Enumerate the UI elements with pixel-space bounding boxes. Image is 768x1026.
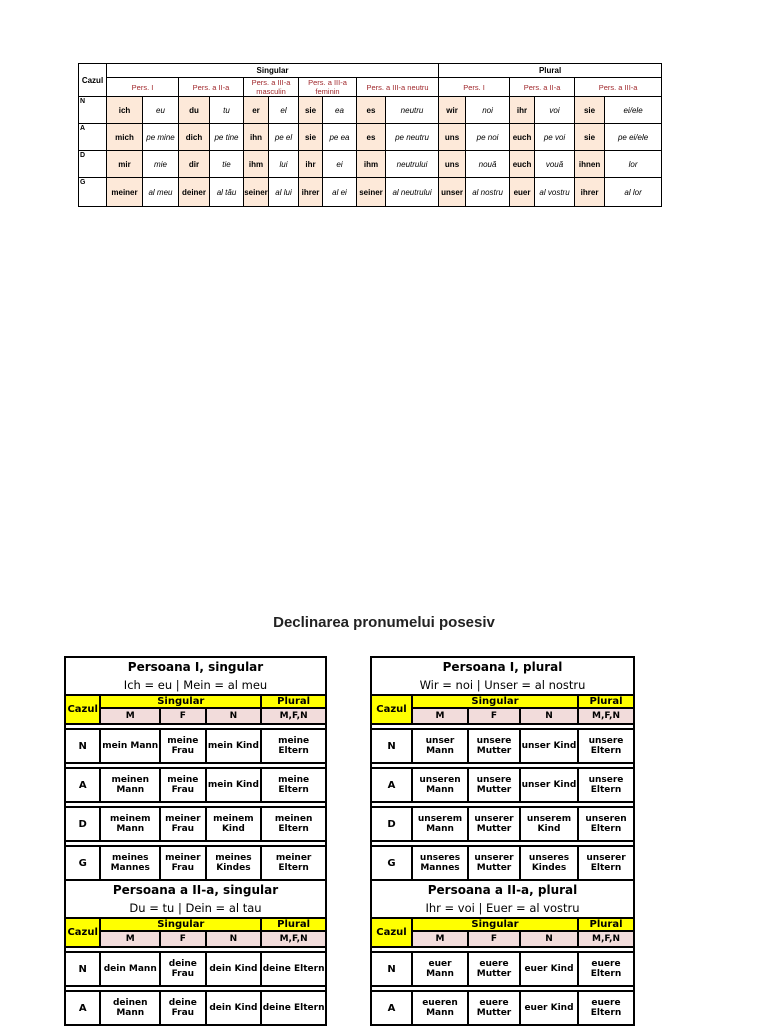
romanian-translation: voi	[535, 97, 575, 124]
declension-cell: mein Mann	[100, 729, 160, 763]
german-pronoun: ihm	[357, 151, 386, 178]
cazul-header: Cazul	[65, 695, 100, 724]
german-pronoun: ihr	[299, 151, 323, 178]
romanian-translation: mie	[143, 151, 179, 178]
german-pronoun: mich	[107, 124, 143, 151]
romanian-translation: noi	[466, 97, 510, 124]
romanian-translation: lui	[269, 151, 299, 178]
declension-cell: meiner Frau	[160, 807, 206, 841]
romanian-translation: ea	[323, 97, 357, 124]
german-pronoun: ihrer	[299, 178, 323, 207]
section-subtitle: Wir = noi | Unser = al nostru	[371, 676, 634, 695]
pronoun-row	[79, 178, 662, 207]
german-pronoun: es	[357, 124, 386, 151]
romanian-translation: vouă	[535, 151, 575, 178]
german-pronoun: uns	[439, 124, 466, 151]
declension-cell: euere Mutter	[468, 991, 520, 1025]
german-pronoun: dich	[179, 124, 210, 151]
german-pronoun: ihrer	[575, 178, 605, 207]
romanian-translation: neutru	[386, 97, 439, 124]
declension-cell: unser Mann	[412, 729, 468, 763]
pronoun-rows	[79, 97, 662, 207]
case-label: G	[371, 846, 412, 880]
gender-header: F	[468, 931, 520, 947]
declension-cell: meiner Eltern	[261, 846, 326, 880]
german-pronoun: wir	[439, 97, 466, 124]
romanian-translation: pe el	[269, 124, 299, 151]
german-pronoun: euch	[510, 124, 535, 151]
case-label: N	[65, 952, 100, 986]
singular-header: Singular	[412, 918, 578, 931]
declension-row	[65, 729, 326, 763]
german-pronoun: ihm	[244, 151, 269, 178]
romanian-translation: al vostru	[535, 178, 575, 207]
german-pronoun: uns	[439, 151, 466, 178]
romanian-translation: lor	[605, 151, 662, 178]
case-label: G	[79, 178, 107, 207]
declension-cell: euere Eltern	[578, 952, 634, 986]
german-pronoun: sie	[299, 97, 323, 124]
declension-cell: unsere Eltern	[578, 729, 634, 763]
plural-panel-body	[371, 657, 634, 1025]
gender-header: M,F,N	[261, 931, 326, 947]
person-header: Pers. I	[439, 78, 510, 97]
section-title: Persoana a II-a, singular	[65, 880, 326, 899]
german-pronoun: sie	[575, 124, 605, 151]
romanian-translation: el	[269, 97, 299, 124]
plural-header: Plural	[578, 918, 634, 931]
case-label: N	[371, 729, 412, 763]
pronoun-row	[79, 124, 662, 151]
gender-header: N	[206, 708, 262, 724]
declension-cell: mein Kind	[206, 768, 262, 802]
german-pronoun: euch	[510, 151, 535, 178]
declension-row	[65, 991, 326, 1025]
declension-row	[371, 768, 634, 802]
gender-header: M,F,N	[578, 708, 634, 724]
romanian-translation: al neutrului	[386, 178, 439, 207]
declension-cell: deine Frau	[160, 991, 206, 1025]
case-label: G	[65, 846, 100, 880]
german-pronoun: unser	[439, 178, 466, 207]
declension-cell: meinen Mann	[100, 768, 160, 802]
case-label: D	[65, 807, 100, 841]
german-pronoun: ihr	[510, 97, 535, 124]
declension-cell: euere Eltern	[578, 991, 634, 1025]
romanian-translation: pe ea	[323, 124, 357, 151]
german-pronoun: ihnen	[575, 151, 605, 178]
declension-row	[371, 846, 634, 880]
section-title: Persoana I, plural	[371, 657, 634, 676]
declension-cell: meine Eltern	[261, 768, 326, 802]
declension-cell: deine Eltern	[261, 991, 326, 1025]
romanian-translation: al nostru	[466, 178, 510, 207]
romanian-translation: neutrului	[386, 151, 439, 178]
case-label: A	[79, 124, 107, 151]
declension-row	[371, 952, 634, 986]
declension-cell: unseren Eltern	[578, 807, 634, 841]
german-pronoun: ich	[107, 97, 143, 124]
romanian-translation: tie	[210, 151, 244, 178]
pronoun-row	[79, 97, 662, 124]
person-header: Pers. a III-a neutru	[357, 78, 439, 97]
romanian-translation: pe neutru	[386, 124, 439, 151]
singular-possessive-panel	[64, 656, 327, 1026]
declension-cell: unseres Mannes	[412, 846, 468, 880]
gender-header: M,F,N	[261, 708, 326, 724]
romanian-translation: pe noi	[466, 124, 510, 151]
declension-row	[65, 846, 326, 880]
gender-header: M	[412, 931, 468, 947]
romanian-translation: tu	[210, 97, 244, 124]
cazul-header: Cazul	[65, 918, 100, 947]
declension-cell: meine Frau	[160, 768, 206, 802]
romanian-translation: ei	[323, 151, 357, 178]
gender-header: M	[100, 931, 160, 947]
declension-cell: unserem Kind	[520, 807, 578, 841]
declension-cell: unsere Mutter	[468, 768, 520, 802]
german-pronoun: meiner	[107, 178, 143, 207]
section-title: Persoana I, singular	[65, 657, 326, 676]
declension-cell: meinem Kind	[206, 807, 262, 841]
gender-header: N	[206, 931, 262, 947]
declension-row	[65, 768, 326, 802]
german-pronoun: es	[357, 97, 386, 124]
plural-header: Plural	[261, 918, 326, 931]
declension-cell: meinen Eltern	[261, 807, 326, 841]
section-title: Persoana a II-a, plural	[371, 880, 634, 899]
romanian-translation: pe ei/ele	[605, 124, 662, 151]
gender-header: N	[520, 931, 578, 947]
person-header: Pers. a III-a feminin	[299, 78, 357, 97]
declension-cell: unserer Mutter	[468, 807, 520, 841]
declension-cell: meiner Frau	[160, 846, 206, 880]
declension-cell: euere Mutter	[468, 952, 520, 986]
cazul-header: Cazul	[371, 695, 412, 724]
declension-row	[371, 729, 634, 763]
cazul-header: Cazul	[79, 64, 107, 97]
singular-panel-body	[65, 657, 326, 1025]
declension-cell: meines Mannes	[100, 846, 160, 880]
german-pronoun: seiner	[357, 178, 386, 207]
case-label: N	[371, 952, 412, 986]
case-label: A	[371, 991, 412, 1025]
section-subtitle: Ich = eu | Mein = al meu	[65, 676, 326, 695]
declension-title: Declinarea pronumelui posesiv	[273, 614, 495, 631]
pronoun-row	[79, 151, 662, 178]
person-header: Pers. a III-a	[575, 78, 662, 97]
german-pronoun: euer	[510, 178, 535, 207]
declension-cell: meines Kindes	[206, 846, 262, 880]
romanian-translation: eu	[143, 97, 179, 124]
section-subtitle: Ihr = voi | Euer = al vostru	[371, 899, 634, 918]
romanian-translation: pe voi	[535, 124, 575, 151]
case-label: A	[65, 768, 100, 802]
person-header: Pers. a II-a	[510, 78, 575, 97]
case-label: A	[371, 768, 412, 802]
german-pronoun: sie	[575, 97, 605, 124]
german-pronoun: sie	[299, 124, 323, 151]
german-pronoun: seiner	[244, 178, 269, 207]
gender-header: F	[468, 708, 520, 724]
declension-cell: meine Eltern	[261, 729, 326, 763]
gender-header: M	[412, 708, 468, 724]
case-label: D	[79, 151, 107, 178]
declension-cell: dein Mann	[100, 952, 160, 986]
german-pronoun: er	[244, 97, 269, 124]
declension-cell: dein Kind	[206, 952, 262, 986]
gender-header: M,F,N	[578, 931, 634, 947]
declension-cell: deine Eltern	[261, 952, 326, 986]
declension-cell: unseren Mann	[412, 768, 468, 802]
declension-cell: unseres Kindes	[520, 846, 578, 880]
declension-cell: dein Kind	[206, 991, 262, 1025]
declension-cell: meinem Mann	[100, 807, 160, 841]
declension-cell: deinen Mann	[100, 991, 160, 1025]
german-pronoun: ihn	[244, 124, 269, 151]
person-header: Pers. I	[107, 78, 179, 97]
declension-cell: euer Kind	[520, 991, 578, 1025]
declension-cell: eueren Mann	[412, 991, 468, 1025]
romanian-translation: al meu	[143, 178, 179, 207]
gender-header: N	[520, 708, 578, 724]
declension-cell: deine Frau	[160, 952, 206, 986]
romanian-translation: al lui	[269, 178, 299, 207]
romanian-translation: nouă	[466, 151, 510, 178]
declension-row	[371, 991, 634, 1025]
person-header: Pers. a II-a	[179, 78, 244, 97]
declension-cell: euer Mann	[412, 952, 468, 986]
singular-header: Singular	[107, 64, 439, 78]
plural-possessive-panel	[370, 656, 635, 1026]
romanian-translation: al ei	[323, 178, 357, 207]
declension-cell: unsere Mutter	[468, 729, 520, 763]
declension-cell: euer Kind	[520, 952, 578, 986]
declension-cell: unserer Eltern	[578, 846, 634, 880]
case-label: N	[79, 97, 107, 124]
gender-header: M	[100, 708, 160, 724]
singular-header: Singular	[412, 695, 578, 708]
romanian-translation: al tău	[210, 178, 244, 207]
plural-header: Plural	[578, 695, 634, 708]
german-pronoun: mir	[107, 151, 143, 178]
plural-header: Plural	[439, 64, 662, 78]
singular-header: Singular	[100, 918, 261, 931]
declension-cell: unserem Mann	[412, 807, 468, 841]
romanian-translation: al lor	[605, 178, 662, 207]
case-label: N	[65, 729, 100, 763]
declension-cell: meine Frau	[160, 729, 206, 763]
romanian-translation: pe mine	[143, 124, 179, 151]
gender-header: F	[160, 708, 206, 724]
romanian-translation: pe tine	[210, 124, 244, 151]
gender-header: F	[160, 931, 206, 947]
personal-pronoun-table	[78, 63, 662, 207]
declension-row	[371, 807, 634, 841]
declension-row	[65, 807, 326, 841]
case-label: A	[65, 991, 100, 1025]
romanian-translation: ei/ele	[605, 97, 662, 124]
german-pronoun: deiner	[179, 178, 210, 207]
case-label: D	[371, 807, 412, 841]
german-pronoun: du	[179, 97, 210, 124]
declension-row	[65, 952, 326, 986]
singular-header: Singular	[100, 695, 261, 708]
declension-cell: unser Kind	[520, 729, 578, 763]
declension-cell: unser Kind	[520, 768, 578, 802]
declension-cell: unserer Mutter	[468, 846, 520, 880]
plural-header: Plural	[261, 695, 326, 708]
german-pronoun: dir	[179, 151, 210, 178]
declension-cell: unsere Eltern	[578, 768, 634, 802]
person-header: Pers. a III-a masculin	[244, 78, 299, 97]
declension-cell: mein Kind	[206, 729, 262, 763]
section-subtitle: Du = tu | Dein = al tau	[65, 899, 326, 918]
cazul-header: Cazul	[371, 918, 412, 947]
